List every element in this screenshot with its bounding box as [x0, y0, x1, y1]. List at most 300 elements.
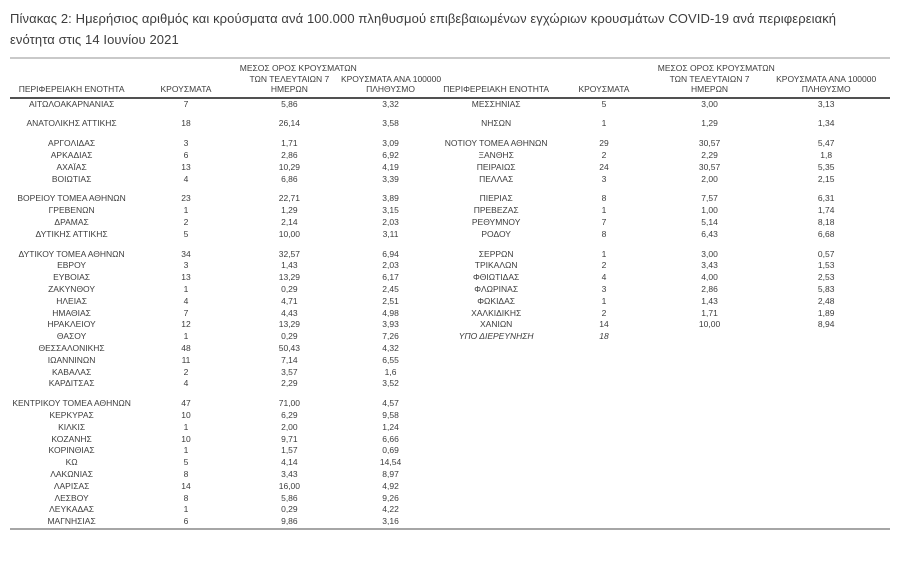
- right-per-100k-cell: [762, 378, 890, 390]
- right-region-name-cell: [441, 469, 551, 481]
- right-region-name-cell: [441, 445, 551, 457]
- left-per-100k-cell: 6,92: [382, 149, 399, 160]
- left-avg-7day-cell: 6,29: [281, 409, 298, 420]
- right-per-100k-cell: [762, 457, 890, 469]
- right-per-100k-cell: 6,31: [817, 193, 835, 204]
- left-avg-7day-cell: 3,43: [281, 468, 298, 479]
- right-avg-7day-cell: [657, 422, 763, 434]
- right-avg-7day-cell: [657, 343, 763, 355]
- right-avg-7day-cell: 10,00: [698, 319, 721, 330]
- right-region-name-cell: [441, 398, 551, 410]
- left-region-name-cell: ΒΟΡΕΙΟΥ ΤΟΜΕΑ ΑΘΗΝΩΝ: [17, 193, 126, 204]
- right-cases-cell: 8: [601, 228, 607, 239]
- left-per-100k-cell: 2,03: [382, 216, 399, 227]
- header-line: ΠΕΡΙΦΕΡΕΙΑΚΗ ΕΝΟΤΗΤΑ: [443, 84, 550, 95]
- left-cases-cell: 10: [181, 433, 191, 444]
- header-line: ΚΡΟΥΣΜΑΤΑ: [160, 84, 212, 95]
- table-row: [10, 378, 890, 390]
- header-line: ΚΡΟΥΣΜΑΤΑ ΑΝΑ 100000: [340, 73, 442, 84]
- right-per-100k-cell: 8,18: [817, 216, 835, 227]
- right-cases-cell: [551, 481, 657, 493]
- left-region-name-cell: ΗΡΑΚΛΕΙΟΥ: [47, 319, 96, 330]
- right-per-100k-cell: [762, 516, 890, 528]
- left-avg-7day-cell: 6,86: [281, 173, 298, 184]
- right-per-100k-cell: [762, 481, 890, 493]
- right-cases-cell: 2: [601, 149, 607, 160]
- table-row: [10, 249, 890, 261]
- left-avg-7day-cell: 2,14: [281, 216, 298, 227]
- covid-table-header: [10, 63, 890, 98]
- right-per-100k-cell: [762, 493, 890, 505]
- right-per-100k-cell: 2,48: [817, 295, 835, 306]
- right-region-name-cell: ΜΕΣΣΗΝΙΑΣ: [471, 98, 521, 109]
- table-title: Πίνακας 2: Ημερήσιος αριθμός και κρούσματα ανά 100.000 πληθυσμού επιβεβαιωμένων εγχώριων κρουσμάτων COVID-19 ανά περιφερειακή ενότητα στις 14 Ιουνίου 2021: [10, 11, 837, 48]
- left-region-name-cell: ΚΟΖΑΝΗΣ: [51, 433, 92, 444]
- table-row: [10, 516, 890, 528]
- right-cases-cell: [551, 493, 657, 505]
- left-region-name-cell: ΚΙΛΚΙΣ: [58, 421, 86, 432]
- left-per-100k-cell: 3,15: [382, 205, 399, 216]
- left-per-100k-cell: 3,52: [382, 378, 399, 389]
- right-region-name-cell: ΣΕΡΡΩΝ: [478, 248, 514, 259]
- left-avg-7day-cell: 13,29: [278, 319, 301, 330]
- left-per-100k-cell: 9,58: [382, 409, 399, 420]
- right-per-100k-cell: 0,57: [817, 248, 835, 259]
- left-avg-7day-cell: 10,29: [278, 161, 301, 172]
- left-region-name-cell: ΚΑΒΑΛΑΣ: [51, 366, 92, 377]
- header-line: ΠΛΗΘΥΣΜΟ: [366, 84, 416, 95]
- right-cases-cell: [551, 445, 657, 457]
- left-cases-cell: 11: [181, 354, 191, 365]
- right-avg-7day-cell: [657, 481, 763, 493]
- right-per-100k-cell: 1,89: [817, 307, 835, 318]
- spacer-cell: [10, 185, 890, 193]
- left-per-100k-cell: 4,32: [382, 342, 399, 353]
- right-cases-cell: [551, 378, 657, 390]
- right-avg-7day-cell: 1,00: [701, 205, 718, 216]
- right-per-100k-cell: [762, 504, 890, 516]
- left-per-100k-cell: 7,26: [382, 331, 399, 342]
- left-avg-7day-cell: 13,29: [278, 272, 301, 283]
- right-region-name-cell: ΦΩΚΙΔΑΣ: [477, 295, 516, 306]
- left-per-100k-cell: 4,57: [382, 398, 399, 409]
- header-row: [10, 63, 890, 98]
- table-row: [10, 308, 890, 320]
- spacer-row: [10, 241, 890, 249]
- right-cases-cell: 2: [601, 260, 607, 271]
- left-region-name-cell: ΘΕΣΣΑΛΟΝΙΚΗΣ: [38, 342, 105, 353]
- header-line: ΤΩΝ ΤΕΛΕΥΤΑΙΩΝ 7: [249, 73, 330, 84]
- right-avg-7day-cell: 4,00: [701, 272, 718, 283]
- right-cases-cell: 3: [601, 173, 607, 184]
- header-line: ΚΡΟΥΣΜΑΤΑ ΑΝΑ 100000: [776, 73, 877, 84]
- header-line: ΠΛΗΘΥΣΜΟ: [801, 84, 851, 95]
- left-cases-cell: 13: [181, 161, 191, 172]
- right-region-name-cell: ΡΕΘΥΜΝΟΥ: [471, 216, 521, 227]
- spacer-cell: [10, 390, 890, 398]
- left-region-name-cell: ΖΑΚΥΝΘΟΥ: [48, 283, 96, 294]
- left-cases-cell: 18: [181, 118, 191, 129]
- left-avg-7day-cell: 0,29: [281, 331, 298, 342]
- left-per-100k-cell: 14,54: [379, 457, 402, 468]
- right-per-100k-cell: [762, 469, 890, 481]
- table-row: [10, 296, 890, 308]
- right-region-name-cell: ΦΛΩΡΙΝΑΣ: [474, 283, 519, 294]
- right-cases-cell: 1: [601, 248, 607, 259]
- left-region-name-cell: ΑΧΑΪΑΣ: [56, 161, 87, 172]
- left-region-name-cell: ΑΝΑΤΟΛΙΚΗΣ ΑΤΤΙΚΗΣ: [26, 118, 117, 129]
- left-cases-cell: 13: [181, 272, 191, 283]
- left-per-100k-cell: 4,19: [382, 161, 399, 172]
- right-avg-7day-cell: 6,43: [701, 228, 718, 239]
- left-cases-cell: 4: [183, 378, 189, 389]
- right-cases-cell: [551, 398, 657, 410]
- left-cases-cell: 23: [181, 193, 191, 204]
- right-region-name-cell: [441, 422, 551, 434]
- header-line: ΜΕΣΟΣ ΟΡΟΣ ΚΡΟΥΣΜΑΤΩΝ: [239, 63, 357, 74]
- spacer-cell: [10, 130, 890, 138]
- right-region-name-cell: [441, 516, 551, 528]
- left-per-100k-cell: 3,11: [382, 228, 399, 239]
- left-avg-7day-cell: 5,86: [281, 492, 298, 503]
- right-per-100k-cell: 1,53: [817, 260, 835, 271]
- left-avg-7day-cell: 2,29: [281, 378, 298, 389]
- right-region-name-cell: ΤΡΙΚΑΛΩΝ: [474, 260, 518, 271]
- left-per-100k-cell: 4,98: [382, 307, 399, 318]
- left-region-name-cell: ΗΛΕΙΑΣ: [56, 295, 87, 306]
- right-avg-7day-cell: 30,57: [698, 138, 721, 149]
- table-row: [10, 343, 890, 355]
- col-per100k-right: [762, 63, 890, 98]
- right-avg-7day-cell: [657, 398, 763, 410]
- right-avg-7day-cell: [657, 355, 763, 367]
- left-region-name-cell: ΔΥΤΙΚΗΣ ΑΤΤΙΚΗΣ: [35, 228, 108, 239]
- table-row: [10, 367, 890, 379]
- covid-table-body: [10, 98, 890, 528]
- right-avg-7day-cell: 3,43: [701, 260, 718, 271]
- right-per-100k-cell: 1,8: [820, 149, 833, 160]
- left-avg-7day-cell: 0,29: [281, 283, 298, 294]
- right-cases-cell: [551, 516, 657, 528]
- right-cases-cell: 7: [601, 216, 607, 227]
- right-cases-cell: 1: [601, 118, 607, 129]
- left-cases-cell: 4: [183, 173, 189, 184]
- left-avg-7day-cell: 9,71: [281, 433, 298, 444]
- table-row: [10, 118, 890, 130]
- left-cases-cell: 7: [183, 307, 189, 318]
- right-avg-7day-cell: [657, 367, 763, 379]
- table-row: [10, 331, 890, 343]
- table-row: [10, 260, 890, 272]
- right-region-name-cell: ΞΑΝΘΗΣ: [478, 149, 514, 160]
- left-per-100k-cell: 6,55: [382, 354, 399, 365]
- col-avg7-left: [239, 63, 357, 98]
- right-per-100k-cell: 1,74: [817, 205, 835, 216]
- header-line: ΗΜΕΡΩΝ: [270, 84, 308, 95]
- right-avg-7day-cell: 30,57: [698, 161, 721, 172]
- title-divider: [10, 57, 890, 59]
- right-cases-cell: 24: [599, 161, 609, 172]
- right-per-100k-cell: 8,94: [817, 319, 835, 330]
- left-region-name-cell: ΚΩ: [65, 457, 78, 468]
- right-avg-7day-cell: 1,71: [701, 307, 718, 318]
- left-avg-7day-cell: 16,00: [278, 480, 301, 491]
- right-cases-cell: [551, 355, 657, 367]
- right-avg-7day-cell: 1,29: [701, 118, 718, 129]
- right-region-name-cell: ΦΘΙΩΤΙΔΑΣ: [473, 272, 520, 283]
- left-per-100k-cell: 6,66: [382, 433, 399, 444]
- right-region-name-cell: [441, 434, 551, 446]
- table-row: [10, 162, 890, 174]
- left-region-name-cell: ΚΕΝΤΡΙΚΟΥ ΤΟΜΕΑ ΑΘΗΝΩΝ: [12, 398, 131, 409]
- table-row: [10, 98, 890, 111]
- left-avg-7day-cell: 50,43: [278, 342, 301, 353]
- right-per-100k-cell: [762, 367, 890, 379]
- right-region-name-cell: ΝΗΣΩΝ: [481, 118, 512, 129]
- left-cases-cell: 8: [183, 492, 189, 503]
- right-avg-7day-cell: [657, 493, 763, 505]
- right-region-name-cell: ΠΡΕΒΕΖΑΣ: [473, 205, 519, 216]
- table-row: [10, 284, 890, 296]
- table-row: [10, 410, 890, 422]
- left-avg-7day-cell: 1,43: [281, 260, 298, 271]
- left-region-name-cell: ΑΡΚΑΔΙΑΣ: [50, 149, 93, 160]
- right-per-100k-cell: [762, 355, 890, 367]
- right-avg-7day-cell: [657, 457, 763, 469]
- table-row: [10, 457, 890, 469]
- right-per-100k-cell: [762, 445, 890, 457]
- left-region-name-cell: ΔΥΤΙΚΟΥ ΤΟΜΕΑ ΑΘΗΝΩΝ: [18, 248, 125, 259]
- left-per-100k-cell: 4,22: [382, 504, 399, 515]
- right-cases-cell: 14: [599, 319, 609, 330]
- right-cases-cell: [551, 457, 657, 469]
- right-per-100k-cell: 5,83: [817, 283, 835, 294]
- right-region-name-cell: [441, 343, 551, 355]
- table-row: [10, 319, 890, 331]
- left-per-100k-cell: 8,97: [382, 468, 399, 479]
- left-per-100k-cell: 2,51: [382, 295, 399, 306]
- table-row: [10, 469, 890, 481]
- right-avg-7day-cell: [657, 410, 763, 422]
- table-row: [10, 229, 890, 241]
- left-avg-7day-cell: 26,14: [278, 118, 301, 129]
- right-region-name-cell: [441, 481, 551, 493]
- left-cases-cell: 14: [181, 480, 191, 491]
- right-region-name-cell: ΝΟΤΙΟΥ ΤΟΜΕΑ ΑΘΗΝΩΝ: [444, 138, 548, 149]
- left-region-name-cell: ΙΩΑΝΝΙΝΩΝ: [47, 354, 96, 365]
- right-region-name-cell: ΥΠΟ ΔΙΕΡΕΥΝΗΣΗ: [458, 331, 534, 342]
- right-region-name-cell: [441, 367, 551, 379]
- left-per-100k-cell: 3,39: [382, 173, 399, 184]
- left-cases-cell: 10: [181, 409, 191, 420]
- right-region-name-cell: [441, 493, 551, 505]
- left-cases-cell: 1: [183, 331, 189, 342]
- header-line: ΜΕΣΟΣ ΟΡΟΣ ΚΡΟΥΣΜΑΤΩΝ: [657, 63, 775, 74]
- right-cases-cell: 2: [601, 307, 607, 318]
- right-cases-cell: 4: [601, 272, 607, 283]
- right-cases-cell: [551, 469, 657, 481]
- right-avg-7day-cell: 5,14: [701, 216, 718, 227]
- right-region-name-cell: ΠΙΕΡΙΑΣ: [479, 193, 513, 204]
- left-cases-cell: 47: [181, 398, 191, 409]
- left-region-name-cell: ΛΕΣΒΟΥ: [54, 492, 89, 503]
- right-cases-cell: 8: [601, 193, 607, 204]
- left-region-name-cell: ΕΒΡΟΥ: [57, 260, 87, 271]
- header-line: ΤΩΝ ΤΕΛΕΥΤΑΙΩΝ 7: [669, 73, 750, 84]
- left-avg-7day-cell: 4,71: [281, 295, 298, 306]
- left-per-100k-cell: 3,58: [382, 118, 399, 129]
- right-region-name-cell: ΠΕΛΛΑΣ: [479, 173, 514, 184]
- left-region-name-cell: ΛΑΡΙΣΑΣ: [53, 480, 90, 491]
- covid-table: [10, 63, 890, 528]
- spacer-row: [10, 185, 890, 193]
- left-region-name-cell: ΒΟΙΩΤΙΑΣ: [51, 173, 92, 184]
- right-avg-7day-cell: 2,86: [701, 283, 718, 294]
- right-cases-cell: [551, 410, 657, 422]
- left-region-name-cell: ΑΙΤΩΛΟΑΚΑΡΝΑΝΙΑΣ: [28, 98, 115, 109]
- table-row: [10, 398, 890, 410]
- col-avg7-right: [657, 63, 775, 98]
- left-region-name-cell: ΑΡΓΟΛΙΔΑΣ: [48, 138, 96, 149]
- table-row: [10, 205, 890, 217]
- left-region-name-cell: ΗΜΑΘΙΑΣ: [52, 307, 91, 318]
- right-cases-cell: 29: [599, 138, 609, 149]
- left-cases-cell: 4: [183, 295, 189, 306]
- right-avg-7day-cell: [657, 378, 763, 390]
- table-row: [10, 493, 890, 505]
- header-line: ΗΜΕΡΩΝ: [691, 84, 729, 95]
- left-per-100k-cell: 6,17: [382, 272, 399, 283]
- left-per-100k-cell: 3,89: [382, 193, 399, 204]
- right-cases-cell: [551, 504, 657, 516]
- right-avg-7day-cell: 1,43: [701, 295, 718, 306]
- left-avg-7day-cell: 1,29: [281, 205, 298, 216]
- left-avg-7day-cell: 2,86: [281, 149, 298, 160]
- spacer-cell: [10, 110, 890, 118]
- right-per-100k-cell: [762, 398, 890, 410]
- right-avg-7day-cell: [657, 434, 763, 446]
- table-row: [10, 174, 890, 186]
- left-cases-cell: 3: [183, 138, 189, 149]
- right-cases-cell: [551, 422, 657, 434]
- spacer-cell: [10, 241, 890, 249]
- right-per-100k-cell: 3,13: [817, 98, 835, 109]
- left-per-100k-cell: 3,16: [382, 516, 399, 527]
- col-cases-right: [551, 63, 657, 98]
- left-cases-cell: 1: [183, 504, 189, 515]
- right-region-name-cell: ΡΟΔΟΥ: [481, 228, 511, 239]
- left-avg-7day-cell: 5,86: [281, 98, 298, 109]
- left-per-100k-cell: 3,32: [382, 98, 399, 109]
- table-bottom-divider: [10, 528, 890, 530]
- left-avg-7day-cell: 4,43: [281, 307, 298, 318]
- right-per-100k-cell: 5,47: [817, 138, 835, 149]
- right-region-name-cell: ΠΕΙΡΑΙΩΣ: [476, 161, 516, 172]
- left-region-name-cell: ΕΥΒΟΙΑΣ: [53, 272, 91, 283]
- right-region-name-cell: [441, 410, 551, 422]
- left-region-name-cell: ΘΑΣΟΥ: [56, 331, 87, 342]
- right-avg-7day-cell: [657, 445, 763, 457]
- right-cases-cell: 1: [601, 295, 607, 306]
- left-avg-7day-cell: 3,57: [281, 366, 298, 377]
- left-region-name-cell: ΚΕΡΚΥΡΑΣ: [49, 409, 94, 420]
- right-per-100k-cell: [762, 434, 890, 446]
- right-per-100k-cell: [762, 343, 890, 355]
- right-cases-cell: 18: [599, 331, 609, 342]
- right-per-100k-cell: 1,34: [817, 118, 835, 129]
- left-region-name-cell: ΔΡΑΜΑΣ: [54, 216, 89, 227]
- table-row: [10, 272, 890, 284]
- left-region-name-cell: ΜΑΓΝΗΣΙΑΣ: [47, 516, 96, 527]
- left-avg-7day-cell: 10,00: [278, 228, 301, 239]
- left-cases-cell: 5: [183, 457, 189, 468]
- left-region-name-cell: ΚΟΡΙΝΘΙΑΣ: [48, 445, 95, 456]
- left-cases-cell: 6: [183, 516, 189, 527]
- right-avg-7day-cell: [657, 504, 763, 516]
- left-cases-cell: 48: [181, 342, 191, 353]
- left-per-100k-cell: 9,26: [382, 492, 399, 503]
- left-per-100k-cell: 2,45: [382, 283, 399, 294]
- right-region-name-cell: [441, 378, 551, 390]
- left-avg-7day-cell: 9,86: [281, 516, 298, 527]
- right-per-100k-cell: 5,35: [817, 161, 835, 172]
- left-cases-cell: 3: [183, 260, 189, 271]
- left-avg-7day-cell: 22,71: [278, 193, 301, 204]
- right-region-name-cell: ΧΑΝΙΩΝ: [479, 319, 513, 330]
- right-avg-7day-cell: [657, 331, 763, 343]
- left-per-100k-cell: 1,6: [384, 366, 397, 377]
- left-per-100k-cell: 6,94: [382, 248, 399, 259]
- right-cases-cell: 1: [601, 205, 607, 216]
- right-per-100k-cell: [762, 331, 890, 343]
- table-row: [10, 445, 890, 457]
- right-avg-7day-cell: 3,00: [701, 98, 718, 109]
- spacer-row: [10, 130, 890, 138]
- left-avg-7day-cell: 32,57: [278, 248, 301, 259]
- right-cases-cell: [551, 343, 657, 355]
- left-avg-7day-cell: 0,29: [281, 504, 298, 515]
- table-row: [10, 355, 890, 367]
- left-per-100k-cell: 1,24: [382, 421, 399, 432]
- spacer-row: [10, 110, 890, 118]
- left-region-name-cell: ΚΑΡΔΙΤΣΑΣ: [48, 378, 95, 389]
- left-avg-7day-cell: 4,14: [281, 457, 298, 468]
- right-avg-7day-cell: 2,00: [701, 173, 718, 184]
- table-row: [10, 481, 890, 493]
- table-row: [10, 150, 890, 162]
- left-region-name-cell: ΛΑΚΩΝΙΑΣ: [50, 468, 93, 479]
- right-cases-cell: [551, 367, 657, 379]
- left-cases-cell: 1: [183, 283, 189, 294]
- left-cases-cell: 7: [183, 98, 189, 109]
- left-cases-cell: 2: [183, 366, 189, 377]
- table-row: [10, 434, 890, 446]
- table-row: [10, 504, 890, 516]
- left-per-100k-cell: 3,93: [382, 319, 399, 330]
- right-avg-7day-cell: [657, 469, 763, 481]
- table-row: [10, 217, 890, 229]
- left-region-name-cell: ΓΡΕΒΕΝΩΝ: [48, 205, 95, 216]
- left-cases-cell: 5: [183, 228, 189, 239]
- right-per-100k-cell: 2,15: [817, 173, 835, 184]
- right-per-100k-cell: [762, 410, 890, 422]
- left-avg-7day-cell: 7,14: [281, 354, 298, 365]
- header-line: ΚΡΟΥΣΜΑΤΑ: [578, 84, 630, 95]
- left-cases-cell: 12: [181, 319, 191, 330]
- col-region-left: [10, 63, 133, 98]
- right-region-name-cell: [441, 504, 551, 516]
- left-cases-cell: 34: [181, 248, 191, 259]
